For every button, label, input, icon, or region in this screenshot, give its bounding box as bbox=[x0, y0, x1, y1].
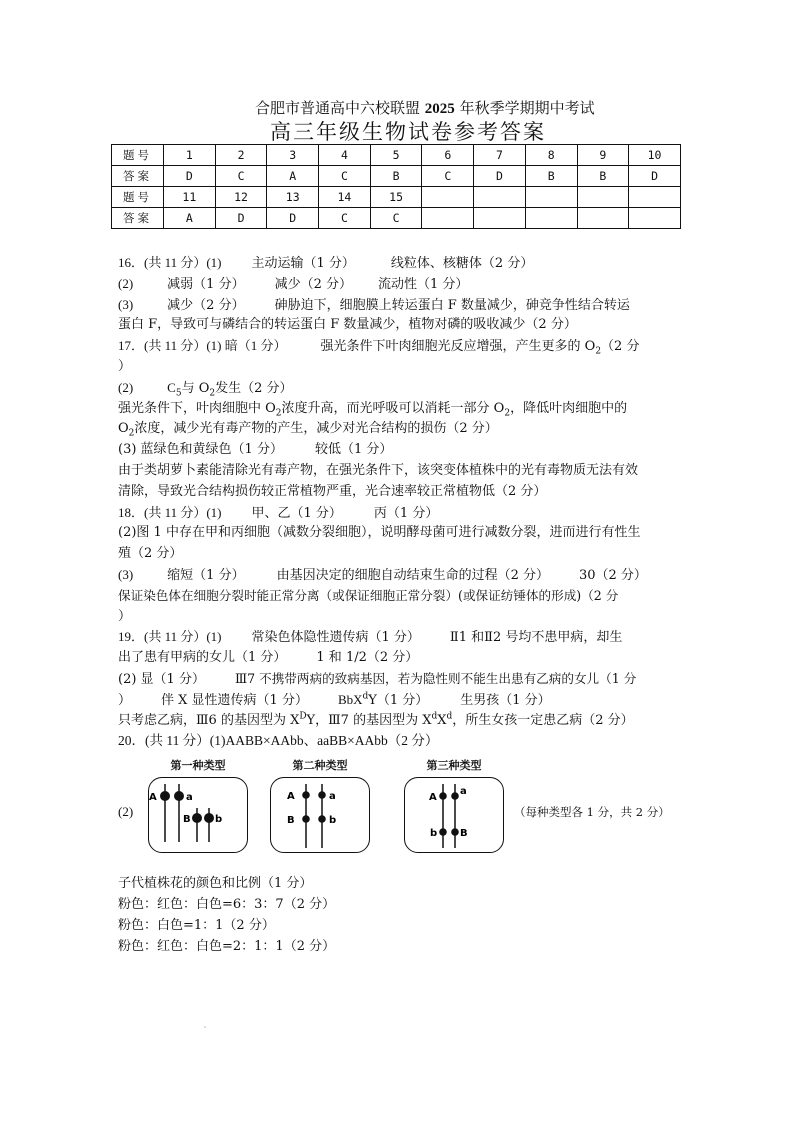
genotype-points: Y（1 分） bbox=[368, 692, 429, 708]
gene-locus bbox=[451, 828, 459, 836]
answer-cell: D bbox=[629, 166, 681, 187]
q16-part-2-label: (2) bbox=[118, 275, 134, 291]
superscript: d bbox=[362, 691, 369, 702]
q19-line-1 bbox=[118, 627, 688, 648]
answer-cell bbox=[422, 208, 474, 229]
q18-answer-1b: 丙（1 分） bbox=[373, 505, 439, 521]
q19-line-3 bbox=[118, 669, 688, 690]
q17-line-3 bbox=[118, 399, 688, 420]
chromosome-diagram-2 bbox=[271, 778, 369, 852]
q19-answer-2d: 伴 X 显性遗传病（1 分） bbox=[161, 692, 308, 708]
allele-label: A bbox=[149, 792, 157, 804]
question-number-cell: 8 bbox=[525, 145, 577, 166]
q20-ratio-1: 粉色：红色：白色=6：3：7（2 分） bbox=[118, 896, 336, 912]
q20-scoring-note: （每种类型各 1 分，共 2 分） bbox=[514, 805, 670, 820]
gene-locus bbox=[160, 791, 170, 801]
allele-label: A bbox=[287, 791, 295, 803]
question-number-cell: 13 bbox=[267, 187, 319, 208]
cell-box bbox=[148, 777, 248, 853]
type-1-diagram bbox=[148, 758, 248, 853]
multiple-choice-answer-table bbox=[111, 144, 681, 229]
q17-text: 浓度升高，而光呼吸可以消耗一部分 O bbox=[281, 400, 505, 416]
q17-line-2 bbox=[118, 378, 688, 399]
q19-answer-2b: Ⅲ7 不携带两病的致病基因，若为隐性则不能生出患有乙病的女儿（1 分 bbox=[234, 670, 637, 686]
chromosome-diagram-1 bbox=[149, 778, 247, 852]
q17-answer-3d: 清除，导致光合结构损伤较正常植物严重，光合速率较正常植物低（2 分） bbox=[118, 483, 547, 499]
q17-answer-3a: (3) 蓝绿色和黄绿色（1 分） bbox=[118, 442, 283, 458]
q18-line-4 bbox=[118, 565, 688, 586]
cell-box bbox=[404, 777, 504, 853]
q20-ratio-3: 粉色：红色：白色=2：1：1（2 分） bbox=[118, 938, 336, 954]
q18-answer-2a: (2)图 1 中存在甲和丙细胞（减数分裂细胞），说明酵母菌可进行减数分裂，进而进行有性生 bbox=[118, 525, 641, 541]
allele-label: a bbox=[329, 791, 336, 803]
q16-line-1 bbox=[118, 253, 688, 274]
subscript: 5 bbox=[175, 388, 182, 399]
q20-ratio-2: 粉色：白色=1：1（2 分） bbox=[118, 917, 275, 933]
answer-cell: B bbox=[577, 166, 629, 187]
answer-cell: B bbox=[370, 166, 422, 187]
q19-line-5 bbox=[118, 711, 688, 732]
answer-cell: C bbox=[370, 208, 422, 229]
q17-heading: 17．(共 11 分）(1) 暗（1 分） bbox=[118, 338, 287, 354]
allele-label: a bbox=[186, 792, 193, 804]
allele-label: b bbox=[430, 828, 438, 840]
gene-locus bbox=[451, 792, 459, 800]
q17-line-1 bbox=[118, 336, 688, 357]
q19-text: 只考虑乙病，Ⅲ6 的基因型为 X bbox=[118, 712, 300, 728]
question-number-cell bbox=[525, 187, 577, 208]
q18-line-1 bbox=[118, 503, 688, 524]
type-2-diagram bbox=[270, 758, 370, 853]
answer-cell: D bbox=[164, 166, 216, 187]
document-title: 高三年级生物试卷参考答案 bbox=[270, 120, 546, 144]
q20-part-2-label: (2) bbox=[118, 804, 134, 820]
carbon-symbol: C bbox=[167, 379, 176, 395]
q18-answer-3d: 保证染色体在细胞分裂时能正常分离（或保证细胞正常分裂）(或保证纺锤体的形成)（2 分 bbox=[118, 587, 619, 603]
question-number-cell bbox=[422, 187, 474, 208]
answer-cell: C bbox=[215, 166, 267, 187]
q19-closing-paren: ） bbox=[118, 692, 132, 708]
q19-answer-1d: 1 和 1/2（2 分） bbox=[316, 650, 419, 666]
allele-label: A bbox=[429, 792, 437, 804]
row-label: 答案 bbox=[112, 166, 164, 187]
answer-cell: D bbox=[267, 208, 319, 229]
q16-answer-1a: 主动运输（1 分） bbox=[251, 256, 355, 271]
answer-cell: A bbox=[267, 166, 319, 187]
q16-answer-2b: 减少（2 分） bbox=[274, 276, 352, 292]
q17-line-5 bbox=[118, 440, 688, 461]
question-number-cell: 5 bbox=[370, 145, 422, 166]
subtitle-prefix: 合肥市普通高中六校联盟 bbox=[255, 99, 421, 117]
question-number-cell: 14 bbox=[319, 187, 371, 208]
row-label: 题号 bbox=[112, 145, 164, 166]
answer-cell bbox=[629, 208, 681, 229]
q17-line-4 bbox=[118, 419, 688, 440]
subscript: 2 bbox=[595, 346, 602, 357]
question-number-cell: 11 bbox=[164, 187, 216, 208]
q19-answer-1c: 出了患有甲病的女儿（1 分） bbox=[118, 650, 287, 666]
subtitle-year: 2025 bbox=[424, 101, 455, 117]
superscript: d bbox=[431, 711, 438, 722]
answer-body bbox=[118, 253, 688, 957]
q16-answer-3a: 减少（2 分） bbox=[167, 297, 245, 313]
answer-cell: C bbox=[319, 166, 371, 187]
q17-answer-2a-end: 发生（2 分） bbox=[215, 380, 293, 396]
q19-answer-2f: 生男孩（1 分） bbox=[460, 692, 551, 708]
q16-line-3 bbox=[118, 295, 688, 316]
row-label: 答案 bbox=[112, 208, 164, 229]
subscript: 2 bbox=[128, 428, 135, 439]
gene-locus bbox=[302, 815, 310, 823]
q16-answer-3b: 砷胁迫下，细胞膜上转运蛋白 F 数量减少，砷竞争性结合转运 bbox=[274, 297, 630, 313]
question-number-cell: 9 bbox=[577, 145, 629, 166]
gene-locus bbox=[174, 791, 184, 801]
question-number-row bbox=[112, 187, 681, 208]
q17-text: 强光条件下，叶肉细胞中 O bbox=[118, 400, 276, 416]
q19-answer-1b: Ⅱ1 和Ⅱ2 号均不患甲病，却生 bbox=[449, 630, 623, 646]
genotype: BbX bbox=[337, 691, 363, 707]
q17-text: 浓度，减少光有毒产物的产生，减少对光合结构的损伤（2 分） bbox=[134, 421, 498, 437]
q19-line-4 bbox=[118, 690, 688, 711]
gene-locus bbox=[204, 813, 214, 823]
answer-cell bbox=[577, 208, 629, 229]
subscript: 2 bbox=[209, 388, 216, 399]
q20-diagram-row bbox=[118, 758, 688, 870]
allele-label: a bbox=[460, 786, 467, 798]
q19-text: ，所生女孩一定患乙病（2 分） bbox=[452, 712, 634, 728]
q20-heading: 20．(共 11 分）(1)AABB×AAbb、aaBB×AAbb（2 分） bbox=[118, 733, 439, 749]
page-mark bbox=[204, 1026, 206, 1028]
answer-cell: C bbox=[422, 166, 474, 187]
question-number-row bbox=[112, 145, 681, 166]
type-2-title: 第二种类型 bbox=[292, 759, 348, 773]
q19-answer-1a: 常染色体隐性遗传病（1 分） bbox=[251, 630, 420, 646]
q19-answer-2a: (2) 显（1 分） bbox=[118, 671, 205, 687]
answer-cell bbox=[525, 208, 577, 229]
gene-locus bbox=[302, 791, 310, 799]
document-subtitle bbox=[255, 97, 595, 118]
q16-heading: 16．(共 11 分）(1) bbox=[118, 255, 222, 270]
subtitle-suffix: 年秋季学期期中考试 bbox=[459, 99, 595, 117]
question-number-cell: 15 bbox=[370, 187, 422, 208]
gene-locus bbox=[318, 815, 326, 823]
q16-part-3-label: (3) bbox=[118, 296, 134, 312]
allele-label: B bbox=[183, 814, 191, 826]
answer-cell: B bbox=[525, 166, 577, 187]
subscript: 2 bbox=[275, 408, 282, 419]
chromosome-diagram-3 bbox=[405, 778, 503, 852]
question-number-cell: 4 bbox=[319, 145, 371, 166]
q18-answer-1a: 甲、乙（1 分） bbox=[251, 505, 342, 521]
superscript: d bbox=[446, 711, 453, 722]
q18-part-3-label: (3) bbox=[118, 566, 134, 582]
q17-text: O bbox=[118, 421, 129, 437]
answer-cell: D bbox=[474, 166, 526, 187]
gene-locus bbox=[439, 792, 447, 800]
question-number-cell bbox=[474, 187, 526, 208]
answer-cell: C bbox=[319, 208, 371, 229]
q18-closing-paren: ） bbox=[118, 608, 132, 624]
answer-cell bbox=[474, 208, 526, 229]
type-3-title: 第三种类型 bbox=[426, 759, 482, 773]
gene-locus bbox=[192, 813, 202, 823]
answer-cell: D bbox=[215, 208, 267, 229]
q16-answer-1b: 线粒体、核糖体（2 分） bbox=[390, 256, 534, 271]
type-3-diagram bbox=[404, 758, 504, 853]
q17-answer-1b-points: （2 分 bbox=[601, 339, 640, 355]
q17-answer-2a-mid: 与 O bbox=[181, 380, 210, 396]
type-1-title: 第一种类型 bbox=[170, 759, 226, 773]
question-number-cell bbox=[577, 187, 629, 208]
question-number-cell: 10 bbox=[629, 145, 681, 166]
subscript: 2 bbox=[504, 408, 511, 419]
q19-text: Y，Ⅲ7 的基因型为 X bbox=[306, 712, 432, 728]
q16-answer-3c: 蛋白 F，导致可与磷结合的转运蛋白 F 数量减少，植物对磷的吸收减少（2 分） bbox=[118, 317, 577, 333]
q17-answer-1b: 强光条件下叶肉细胞光反应增强，产生更多的 O bbox=[320, 339, 596, 355]
q20-answer-3: 子代植株花的颜色和比例（1 分） bbox=[118, 876, 313, 892]
q19-text: X bbox=[437, 712, 447, 728]
allele-label: b bbox=[215, 814, 223, 826]
q19-line-2 bbox=[118, 648, 688, 669]
allele-label: b bbox=[329, 815, 337, 827]
allele-label: B bbox=[287, 815, 295, 827]
q18-answer-3b: 由基因决定的细胞自动结束生命的过程（2 分） bbox=[276, 567, 549, 583]
q17-closing-paren: ） bbox=[118, 358, 132, 374]
q18-answer-3c: 30（2 分） bbox=[578, 567, 647, 583]
answer-row bbox=[112, 166, 681, 187]
q17-part-2-label: (2) bbox=[118, 379, 134, 395]
answer-row bbox=[112, 208, 681, 229]
cell-box bbox=[270, 777, 370, 853]
question-number-cell: 12 bbox=[215, 187, 267, 208]
gene-locus bbox=[318, 791, 326, 799]
question-number-cell bbox=[629, 187, 681, 208]
q16-line-2 bbox=[118, 274, 688, 295]
row-label: 题号 bbox=[112, 187, 164, 208]
question-number-cell: 2 bbox=[215, 145, 267, 166]
q17-answer-3c: 由于类胡萝卜素能清除光有毒产物，在强光条件下，该突变体植株中的光有毒物质无法有效 bbox=[118, 462, 639, 478]
q16-answer-2a: 减弱（1 分） bbox=[167, 276, 245, 292]
q17-answer-3b: 较低（1 分） bbox=[314, 442, 393, 458]
question-number-cell: 6 bbox=[422, 145, 474, 166]
q18-answer-2b: 殖（2 分） bbox=[118, 546, 183, 562]
q18-heading: 18．(共 11 分）(1) bbox=[118, 504, 222, 520]
q18-answer-3a: 缩短（1 分） bbox=[167, 567, 245, 583]
superscript: D bbox=[299, 711, 307, 722]
question-number-cell: 7 bbox=[474, 145, 526, 166]
question-number-cell: 1 bbox=[164, 145, 216, 166]
question-number-cell: 3 bbox=[267, 145, 319, 166]
allele-label: B bbox=[460, 828, 468, 840]
answer-cell: A bbox=[164, 208, 216, 229]
q16-answer-2c: 流动性（1 分） bbox=[377, 276, 469, 292]
gene-locus bbox=[439, 828, 447, 836]
q17-text: ，降低叶肉细胞中的 bbox=[510, 400, 628, 416]
q19-heading: 19．(共 11 分）(1) bbox=[118, 629, 222, 645]
